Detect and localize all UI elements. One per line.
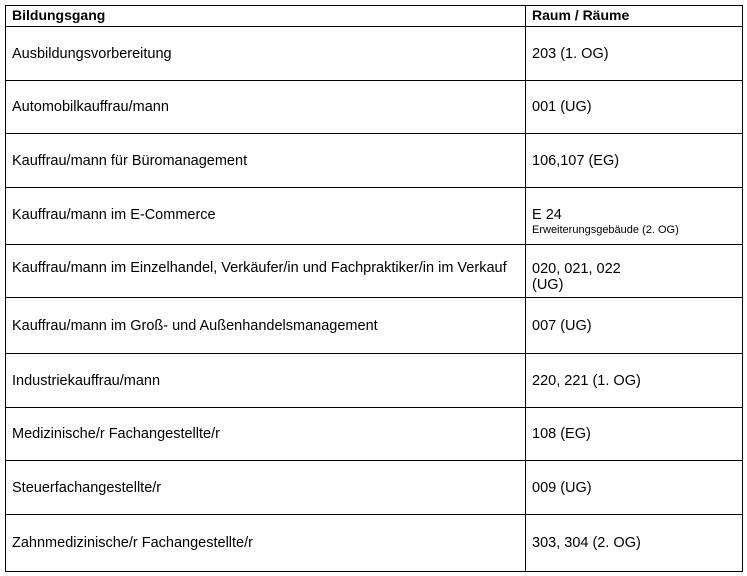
room-cell: 007 (UG) [526, 298, 743, 354]
room-cell: 203 (1. OG) [526, 27, 743, 81]
room-cell: 220, 221 (1. OG) [526, 354, 743, 408]
table-row [6, 245, 743, 298]
table-row [6, 134, 743, 188]
room-cell [526, 188, 743, 245]
room-cell: 009 (UG) [526, 461, 743, 515]
course-cell: Kauffrau/mann für Büromanagement [6, 134, 526, 188]
course-cell: Kauffrau/mann im E-Commerce [6, 188, 526, 245]
table-row [6, 188, 743, 245]
room-cell: 303, 304 (2. OG) [526, 515, 743, 572]
course-cell: Zahnmedizinische/r Fachangestellte/r [6, 515, 526, 572]
course-cell: Ausbildungsvorbereitung [6, 27, 526, 81]
course-cell: Kauffrau/mann im Groß- und Außenhandelsmanagement [6, 298, 526, 354]
table-row [6, 81, 743, 134]
room-value: E 24 [532, 207, 562, 223]
course-cell: Steuerfachangestellte/r [6, 461, 526, 515]
course-cell: Automobilkauffrau/mann [6, 81, 526, 134]
table-row [6, 408, 743, 461]
room-note: (UG) [532, 277, 564, 293]
table-row [6, 354, 743, 408]
course-cell: Kauffrau/mann im Einzelhandel, Verkäufer/in und Fachpraktiker/in im Verkauf [6, 245, 526, 298]
course-cell: Medizinische/r Fachangestellte/r [6, 408, 526, 461]
table-row [6, 461, 743, 515]
room-cell [526, 245, 743, 298]
table-row [6, 27, 743, 81]
course-cell: Industriekauffrau/mann [6, 354, 526, 408]
room-cell: 001 (UG) [526, 81, 743, 134]
room-cell: 106,107 (EG) [526, 134, 743, 188]
room-note: Erweiterungsgebäude (2. OG) [532, 224, 679, 236]
room-value: 020, 021, 022 [532, 261, 621, 277]
header-room: Raum / Räume [526, 6, 743, 27]
header-course: Bildungsgang [6, 6, 526, 27]
room-cell: 108 (EG) [526, 408, 743, 461]
course-room-table [5, 5, 743, 572]
table-row [6, 515, 743, 572]
header-row [6, 6, 743, 27]
table-row [6, 298, 743, 354]
